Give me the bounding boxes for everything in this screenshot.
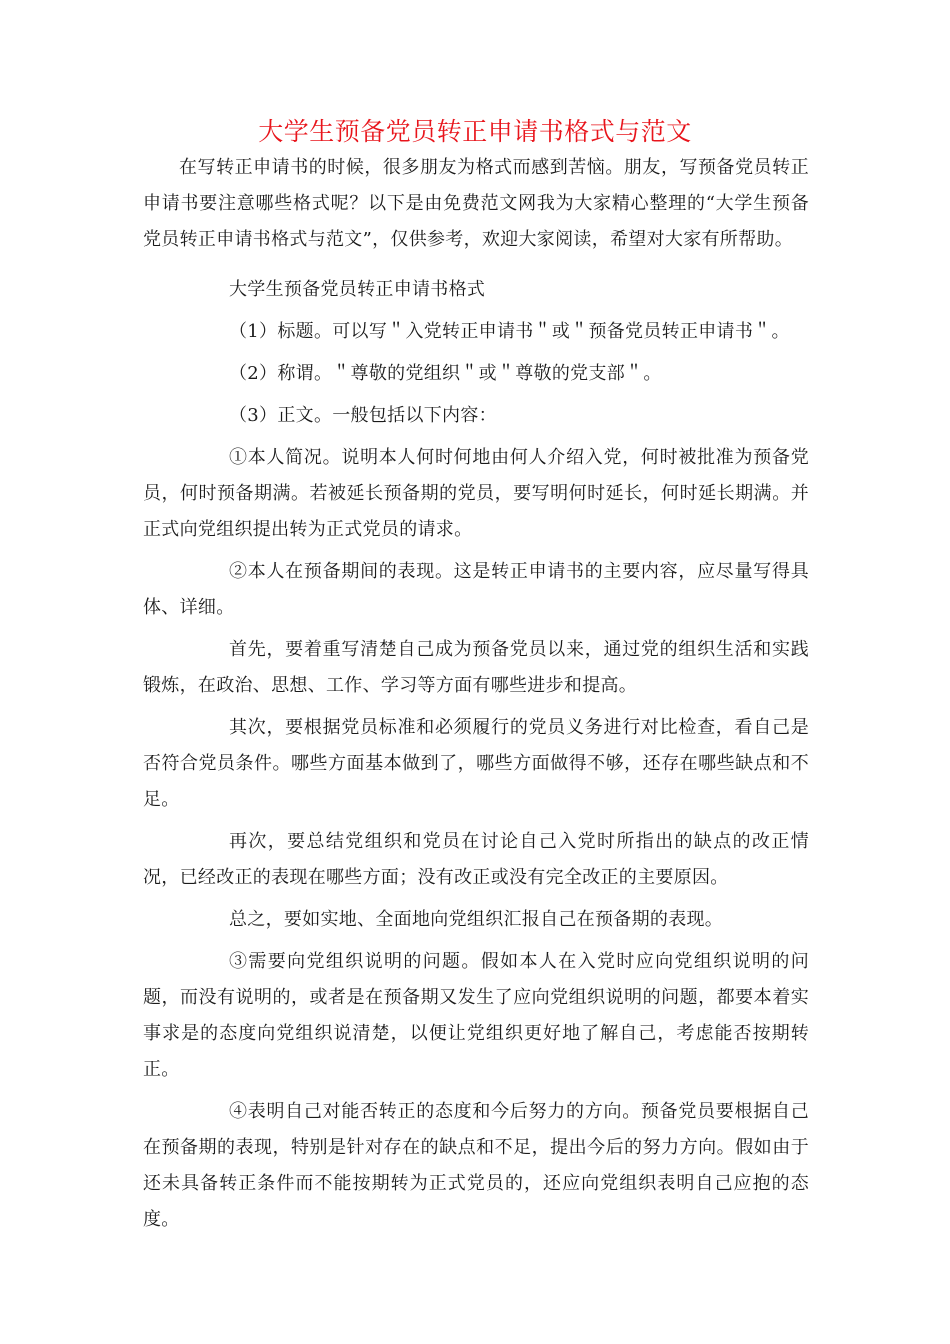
format-heading: 大学生预备党员转正申请书格式: [229, 279, 486, 300]
step-paragraph: 其次，要根据党员标准和必须履行的党员义务进行对比检查，看自己是否符合党员条件。哪些方面基本做到了，哪些方面做得不够，还存在哪些缺点和不足。: [143, 717, 809, 810]
format-item-salutation: （2）称谓。＂尊敬的党组织＂或＂尊敬的党支部＂。: [229, 363, 662, 384]
document-title: 大学生预备党员转正申请书格式与范文: [258, 117, 692, 146]
step-paragraph: ④表明自己对能否转正的态度和今后努力的方向。预备党员要根据自己在预备期的表现，特别是针对存在的缺点和不足，提出今后的努力方向。假如由于还未具备转正条件而不能按期转为正式党员的，还应向党组织表明自己应抱的态度。: [143, 1101, 809, 1230]
step-paragraph: 再次，要总结党组织和党员在讨论自己入党时所指出的缺点的改正情况，已经改正的表现在哪些方面；没有改正或没有完全改正的主要原因。: [143, 831, 809, 888]
step-paragraph: 首先，要着重写清楚自己成为预备党员以来，通过党的组织生活和实践锻炼，在政治、思想、工作、学习等方面有哪些进步和提高。: [143, 639, 809, 696]
format-item-title: （1）标题。可以写＂入党转正申请书＂或＂预备党员转正申请书＂。: [229, 321, 790, 342]
document-body: [143, 150, 809, 1238]
step-paragraph: 总之，要如实地、全面地向党组织汇报自己在预备期的表现。: [229, 909, 724, 930]
step-paragraph: ①本人简况。说明本人何时何地由何人介绍入党，何时被批准为预备党员，何时预备期满。若被延长预备期的党员，要写明何时延长，何时延长期满。并正式向党组织提出转为正式党员的请求。: [143, 447, 809, 540]
intro-paragraph: 在写转正申请书的时候，很多朋友为格式而感到苦恼。朋友，写预备党员转正申请书要注意哪些格式呢？以下是由免费范文网我为大家精心整理的“大学生预备党员转正申请书格式与范文”，仅供参考，欢迎大家阅读，希望对大家有所帮助。: [143, 157, 809, 250]
step-paragraph: ③需要向党组织说明的问题。假如本人在入党时应向党组织说明的问题，而没有说明的，或者是在预备期又发生了应向党组织说明的问题，都要本着实事求是的态度向党组织说清楚，以便让党组织更好地了解自己，考虑能否按期转正。: [143, 951, 809, 1080]
step-paragraph: ②本人在预备期间的表现。这是转正申请书的主要内容，应尽量写得具体、详细。: [143, 561, 809, 618]
format-item-body: （3）正文。一般包括以下内容：: [229, 405, 497, 426]
